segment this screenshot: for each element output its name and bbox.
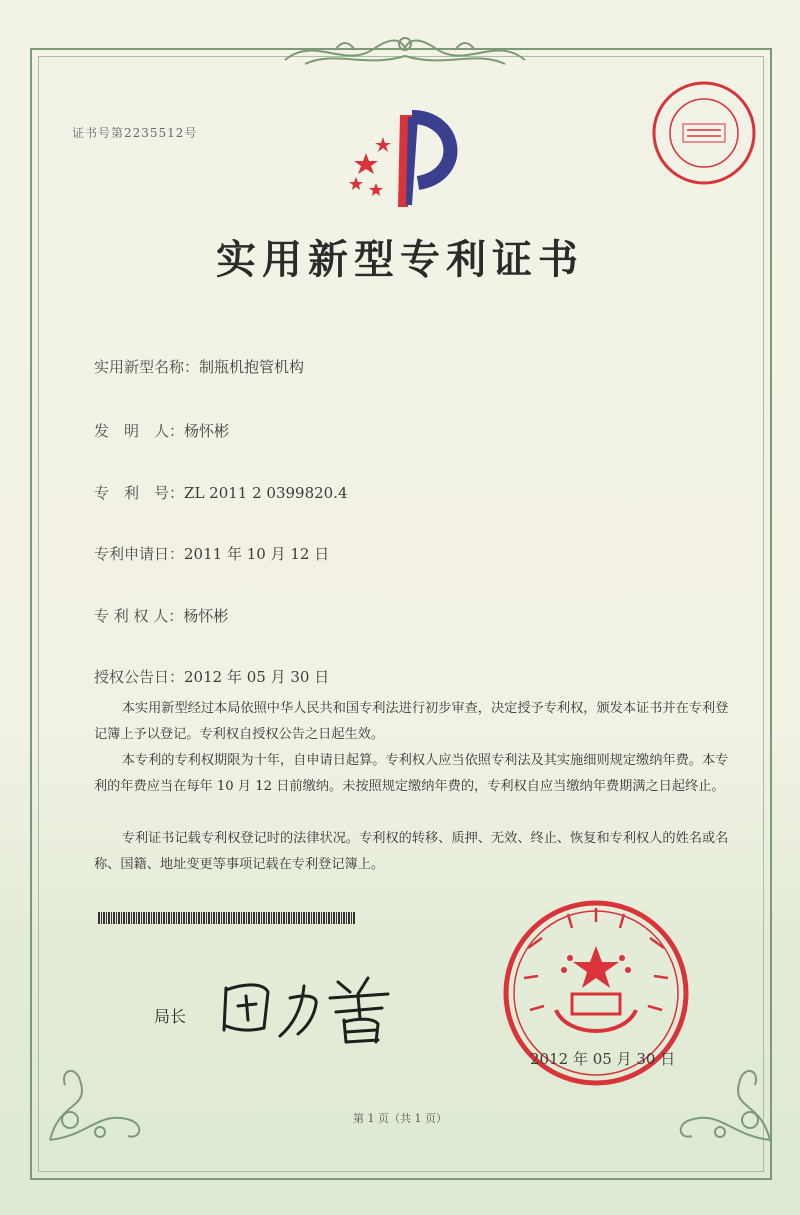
field-name bbox=[94, 356, 304, 377]
certificate-number: 证书号第2235512号 bbox=[72, 126, 198, 140]
field-patentee-value: 杨怀彬 bbox=[183, 607, 229, 625]
seal-date: 2012 年 05 月 30 日 bbox=[530, 1050, 676, 1068]
field-grant-date-label: 授权公告日： bbox=[94, 668, 185, 686]
field-patentee bbox=[94, 605, 228, 626]
field-grant-date-value: 2012 年 05 月 30 日 bbox=[184, 668, 330, 686]
field-grant-date bbox=[94, 666, 329, 687]
field-inventor bbox=[94, 420, 229, 441]
paragraph-1: 本实用新型经过本局依照中华人民共和国专利法进行初步审查，决定授予专利权，颁发本证书并在专利登记簿上予以登记。专利权自授权公告之日起生效。 bbox=[94, 701, 729, 742]
bottom-left-ornament-icon bbox=[40, 1040, 160, 1150]
field-filing-date bbox=[94, 543, 329, 564]
barcode-icon bbox=[98, 912, 356, 924]
paragraph-3: 专利证书记载专利权登记时的法律状况。专利权的转移、质押、无效、终止、恢复和专利权人的姓名或名称、国籍、地址变更等事项记载在专利登记簿上。 bbox=[94, 831, 729, 872]
director-label: 局长 bbox=[154, 1007, 187, 1026]
field-patentee-label: 专 利 权 人： bbox=[94, 607, 184, 625]
page-number: 第 1 页（共 1 页） bbox=[353, 1112, 447, 1125]
field-name-label: 实用新型名称： bbox=[94, 358, 200, 376]
paragraph-2: 本专利的专利权期限为十年，自申请日起算。专利权人应当依照专利法及其实施细则规定缴纳年费。本专利的年费应当在每年 10 月 12 日前缴纳。未按照规定缴纳年费的，专利权自应当缴纳年费期满之日起终止。 bbox=[94, 753, 729, 794]
page-title: 实用新型专利证书 bbox=[216, 236, 584, 283]
field-filing-date-label: 专利申请日： bbox=[94, 545, 185, 563]
field-name-value: 制瓶机抱管机构 bbox=[199, 358, 305, 376]
field-inventor-value: 杨怀彬 bbox=[184, 422, 230, 440]
field-filing-date-value: 2011 年 10 月 12 日 bbox=[184, 545, 330, 563]
patent-office-logo-icon bbox=[338, 105, 478, 215]
field-patent-number-label: 专 利 号： bbox=[94, 484, 185, 502]
field-inventor-label: 发 明 人： bbox=[94, 422, 185, 440]
director-signature-icon bbox=[218, 968, 408, 1048]
agency-seal-stamp bbox=[645, 78, 763, 188]
field-patent-number bbox=[94, 482, 348, 503]
field-patent-number-value: ZL 2011 2 0399820.4 bbox=[184, 484, 348, 502]
top-ornament-icon bbox=[275, 30, 535, 74]
